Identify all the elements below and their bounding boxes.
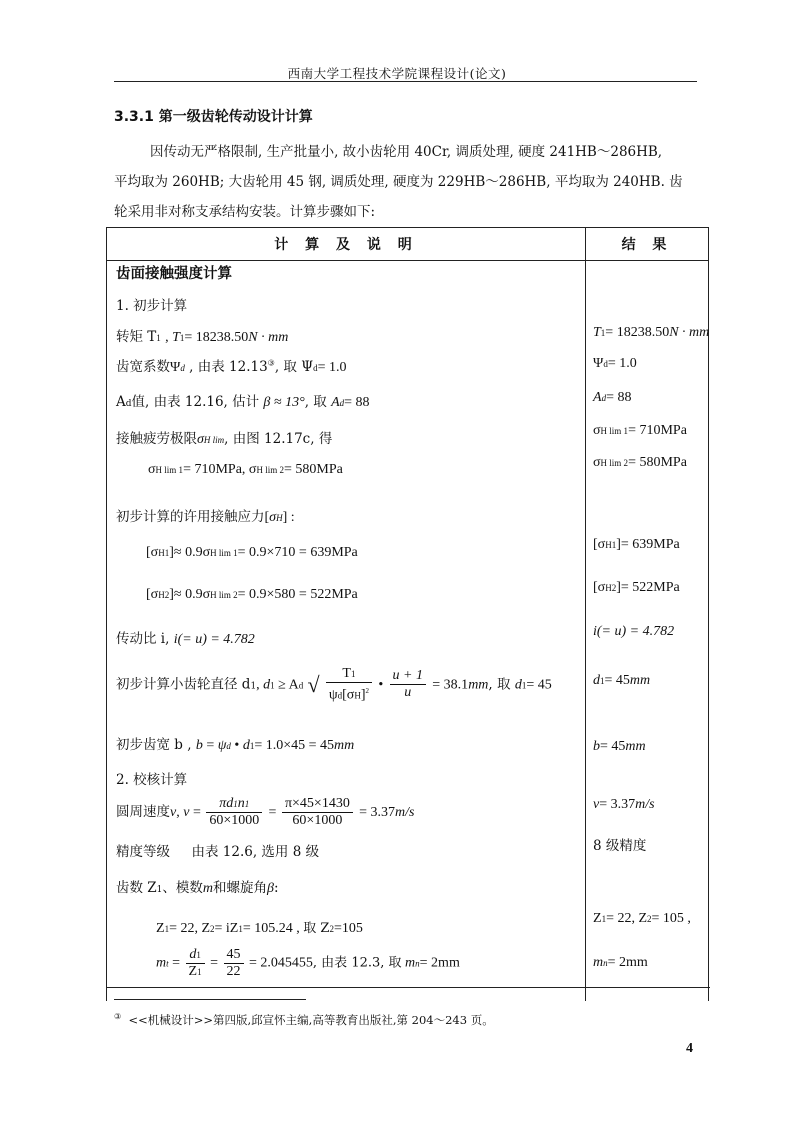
footnote: ③ <<机械设计>>第四版,邱宣怀主编,高等教育出版社,第 204～243 页。 xyxy=(114,1012,494,1027)
allowable-stress-2: [σH2]≈ 0.9σH lim 2= 0.9×580 = 522MPa xyxy=(146,587,358,602)
heading-contact-strength: 齿面接触强度计算 xyxy=(116,266,232,282)
result-b: b= 45mm xyxy=(593,739,646,754)
transverse-module-row: mt = $\frac{d1}{Z1}$ = $\frac{45}{22}$ = 2.045455, 由表 12.3, 取 mn= 2mm xyxy=(156,947,460,979)
page-number: 4 xyxy=(686,1041,693,1056)
heading-check: 2. 校核计算 xyxy=(116,772,188,788)
result-teeth: Z1= 22, Z2= 105 , xyxy=(593,911,691,926)
result-d1: d1= 45mm xyxy=(593,673,651,688)
column-header-left: 计 算 及 说 明 xyxy=(107,228,586,261)
precision-row: 精度等级 由表 12.6, 选用 8 级 xyxy=(116,844,320,860)
intro-line-3: 轮采用非对称支承结构安装。计算步骤如下: xyxy=(114,204,376,220)
result-limit-2: σH lim 2= 580MPa xyxy=(593,455,687,470)
result-torque: T1= 18238.50N · mm xyxy=(593,325,710,340)
footnote-ref: ③ xyxy=(267,358,275,368)
column-header-right: 结 果 xyxy=(586,228,709,261)
result-ad: Ad= 88 xyxy=(593,390,632,405)
result-allow-1: [σH1]= 639MPa xyxy=(593,537,680,552)
result-limit-1: σH lim 1= 710MPa xyxy=(593,423,687,438)
pinion-diameter-row: 初步计算小齿轮直径 d1, d1 ≥ Ad √ $\frac{T1}{\psi d[\sigma H]^2}$ • $\frac{u + 1}{u}$ = 38.1mm, 取 d1= 45 xyxy=(116,666,552,703)
result-allow-2: [σH2]= 522MPa xyxy=(593,580,680,595)
allowable-stress-1: [σH1]≈ 0.9σH lim 1= 0.9×710 = 639MPa xyxy=(146,545,358,560)
running-header: 西南大学工程技术学院课程设计(论文) xyxy=(287,66,507,81)
section-title: 3.3.1 第一级齿轮传动设计计算 xyxy=(114,109,313,125)
teeth-values: Z1= 22, Z2= iZ1= 105.24 , 取 Z2=105 xyxy=(156,921,363,936)
transmission-ratio-row: 传动比 i, i(= u) = 4.782 xyxy=(116,631,255,647)
fatigue-limit-values: σH lim 1= 710MPa, σH lim 2= 580MPa xyxy=(148,462,343,477)
header-divider xyxy=(114,81,697,82)
result-ratio: i(= u) = 4.782 xyxy=(593,624,675,639)
footnote-divider xyxy=(114,999,306,1000)
intro-line-2: 平均取为 260HB; 大齿轮用 45 钢, 调质处理, 硬度为 229HB～286HB, 平均取为 240HB. 齿 xyxy=(114,174,683,190)
result-velocity: v= 3.37m/s xyxy=(593,797,655,812)
velocity-row: 圆周速度v, v = $\frac{\pi d1n1}{60\times 1000}$ = $\frac{\pi\times 45\times 1430}{60\times 1000}$ = 3.37m/s xyxy=(116,796,415,828)
intro-line-1: 因传动无严格限制, 生产批量小, 故小齿轮用 40Cr, 调质处理, 硬度 241HB～286HB, xyxy=(150,144,663,160)
heading-preliminary: 1. 初步计算 xyxy=(116,298,188,314)
fatigue-limit-row: 接触疲劳极限σH lim, 由图 12.17c, 得 xyxy=(116,431,333,447)
teeth-module-row: 齿数 Z1、模数m和螺旋角β: xyxy=(116,880,279,896)
allowable-stress-label: 初步计算的许用接触应力[σH] : xyxy=(116,509,295,525)
result-precision: 8 级精度 xyxy=(593,838,647,854)
table-bottom-border xyxy=(106,987,710,988)
ad-row: Ad值, 由表 12.16, 估计 β ≈ 13°, 取 Ad= 88 xyxy=(116,394,370,410)
face-width-row: 初步齿宽 b , b = ψd • d1= 1.0×45 = 45mm xyxy=(116,737,355,753)
width-coefficient-row: 齿宽系数Ψd , 由表 12.13③, 取 Ψd= 1.0 xyxy=(116,358,347,375)
result-psi: Ψd= 1.0 xyxy=(593,356,637,371)
result-mn: mn= 2mm xyxy=(593,955,648,970)
torque-row: 转矩 T1 , T1= 18238.50N · mm xyxy=(116,329,289,345)
